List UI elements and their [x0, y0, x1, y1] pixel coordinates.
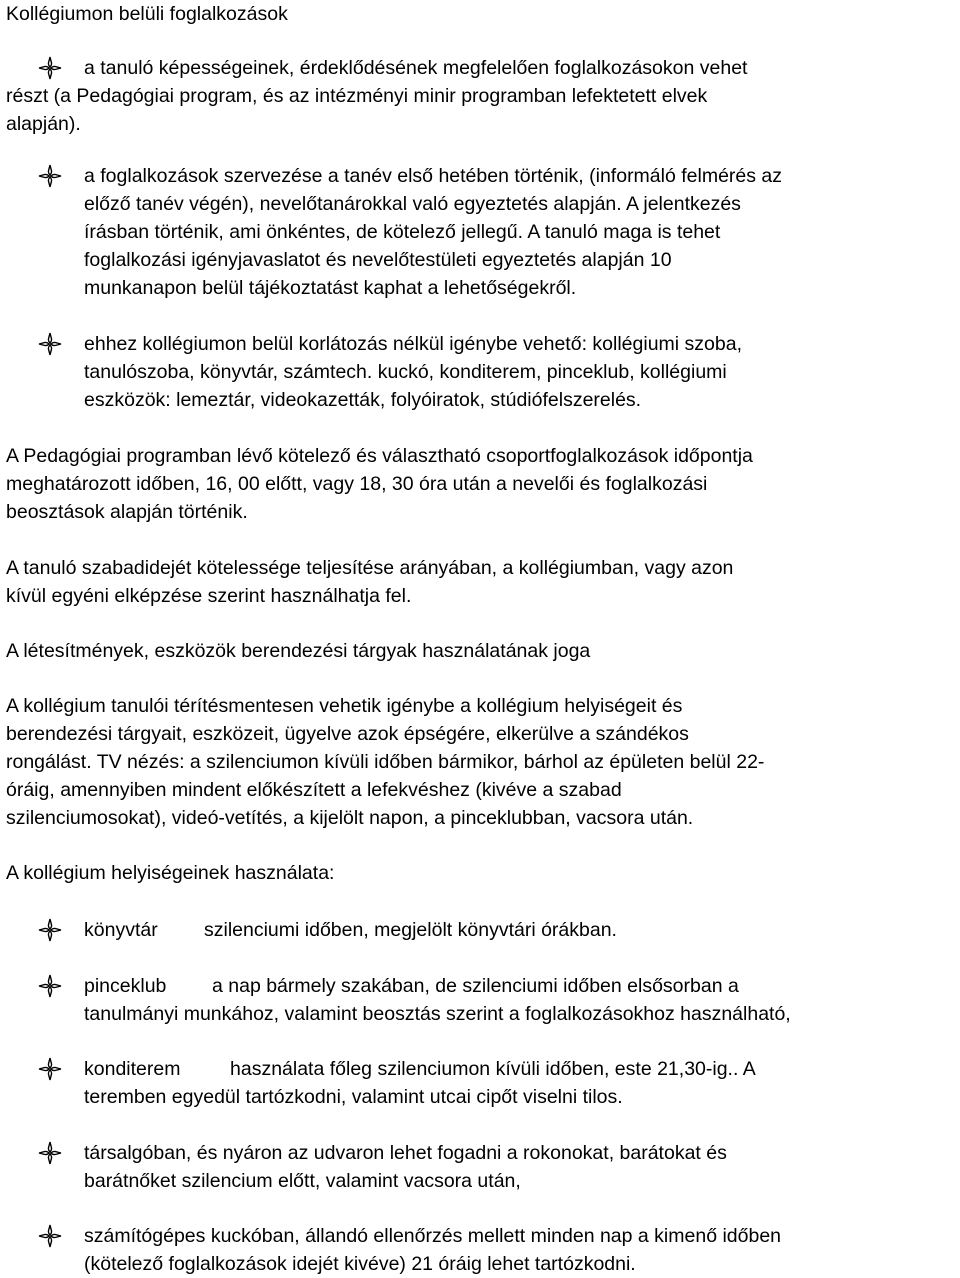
diamond-bullet-icon [38, 974, 62, 998]
subheading [6, 859, 956, 887]
bullet-line: előző tanév végén), nevelőtanárokkal való egyeztetés alapján. A jelentkezés [84, 193, 741, 215]
bullet-line: ehhez kollégiumon belül korlátozás nélkül igénybe vehető: kollégiumi szoba, [84, 333, 742, 355]
diamond-bullet-icon [38, 1141, 62, 1165]
room-name: pinceklub [84, 975, 167, 997]
paragraph-line: A Pedagógiai programban lévő kötelező és választható csoportfoglalkozások időpontja [6, 445, 753, 467]
room-line: (kötelező foglalkozások idejét kivéve) 21 óráig lehet tartózkodni. [84, 1253, 636, 1275]
paragraph-line: beosztások alapján történik. [6, 501, 248, 523]
room-line: barátnőket szilencium előtt, valamint vacsora után, [84, 1170, 521, 1192]
paragraph-line: A tanuló szabadidejét kötelessége teljesítése arányában, a kollégiumban, vagy azon [6, 557, 734, 579]
paragraph-line: kívül egyéni elképzése szerint használhatja fel. [6, 585, 412, 607]
room-first-line [84, 972, 960, 1000]
room-item [84, 1055, 960, 1111]
diamond-bullet-icon [38, 918, 62, 942]
paragraph-line: meghatározott időben, 16, 00 előtt, vagy 18, 30 óra után a nevelői és foglalkozási [6, 473, 708, 495]
room-description: használata főleg szilenciumon kívüli időben, este 21,30-ig.. A [230, 1058, 756, 1080]
diamond-bullet-icon [38, 56, 62, 80]
bullet-line: részt (a Pedagógiai program, és az intézményi minir programban lefektetett elvek [6, 85, 708, 107]
bullet-line: alapján). [6, 113, 81, 135]
paragraph-line: óráig, amennyiben mindent előkészített a lefekvéshez (kivéve a szabad [6, 779, 622, 801]
room-item [84, 1222, 960, 1278]
room-item [84, 916, 960, 944]
paragraph-line: A kollégium tanulói térítésmentesen vehetik igénybe a kollégium helyiségeit és [6, 695, 683, 717]
room-item [84, 1139, 960, 1195]
room-first-line [84, 1055, 960, 1083]
diamond-bullet-icon [38, 1224, 62, 1248]
room-first-line: számítógépes kuckóban, állandó ellenőrzés mellett minden nap a kimenő időben [84, 1225, 782, 1247]
bullet-item [6, 54, 960, 138]
room-first-line: társalgóban, és nyáron az udvaron lehet fogadni a rokonokat, barátokat és [84, 1142, 727, 1164]
bullet-line: eszközök: lemeztár, videokazetták, folyóiratok, stúdiófelszerelés. [84, 389, 642, 411]
bullet-line: munkanapon belül tájékoztatást kaphat a lehetőségekről. [84, 277, 577, 299]
room-line: teremben egyedül tartózkodni, valamint utcai cipőt viselni tilos. [84, 1086, 623, 1108]
bullet-line: a tanuló képességeinek, érdeklődésének megfelelően foglalkozásokon vehet [84, 57, 748, 79]
paragraph-line: A létesítmények, eszközök berendezési tárgyak használatának joga [6, 640, 591, 662]
bullet-line: tanulószoba, könyvtár, számtech. kuckó, konditerem, pinceklub, kollégiumi [84, 361, 727, 383]
diamond-bullet-icon [38, 332, 62, 356]
room-first-line [84, 916, 960, 944]
room-line: tanulmányi munkához, valamint beosztás szerint a foglalkozásokhoz használható, [84, 1003, 791, 1025]
paragraph [6, 442, 956, 526]
paragraph [6, 692, 956, 832]
subheading [6, 637, 956, 665]
bullet-line: foglalkozási igényjavaslatot és nevelőtestületi egyeztetés alapján 10 [84, 249, 672, 271]
bullet-line: a foglalkozások szervezése a tanév első hetében történik, (informáló felmérés az [84, 165, 783, 187]
room-name: konditerem [84, 1058, 181, 1080]
room-item [84, 972, 960, 1028]
paragraph-line: berendezési tárgyait, eszközeit, ügyelve azok épségére, elkerülve a szándékos [6, 723, 689, 745]
bullet-line: írásban történik, ami önkéntes, de kötelező jellegű. A tanuló maga is tehet [84, 221, 721, 243]
diamond-bullet-icon [38, 1057, 62, 1081]
paragraph-line: szilenciumosokat), videó-vetítés, a kijelölt napon, a pinceklubban, vacsora után. [6, 807, 694, 829]
diamond-bullet-icon [38, 164, 62, 188]
bullet-item [84, 330, 960, 414]
room-description: a nap bármely szakában, de szilenciumi időben elsősorban a [212, 975, 739, 997]
paragraph-line: A kollégium helyiségeinek használata: [6, 862, 335, 884]
room-name: könyvtár [84, 919, 158, 941]
paragraph-line: rongálást. TV nézés: a szilenciumon kívüli időben bármikor, bárhol az épületen belül 22- [6, 751, 765, 773]
paragraph [6, 554, 956, 610]
bullet-item [84, 162, 960, 302]
section-title: Kollégiumon belüli foglalkozások [6, 3, 288, 25]
room-description: szilenciumi időben, megjelölt könyvtári órákban. [204, 919, 617, 941]
